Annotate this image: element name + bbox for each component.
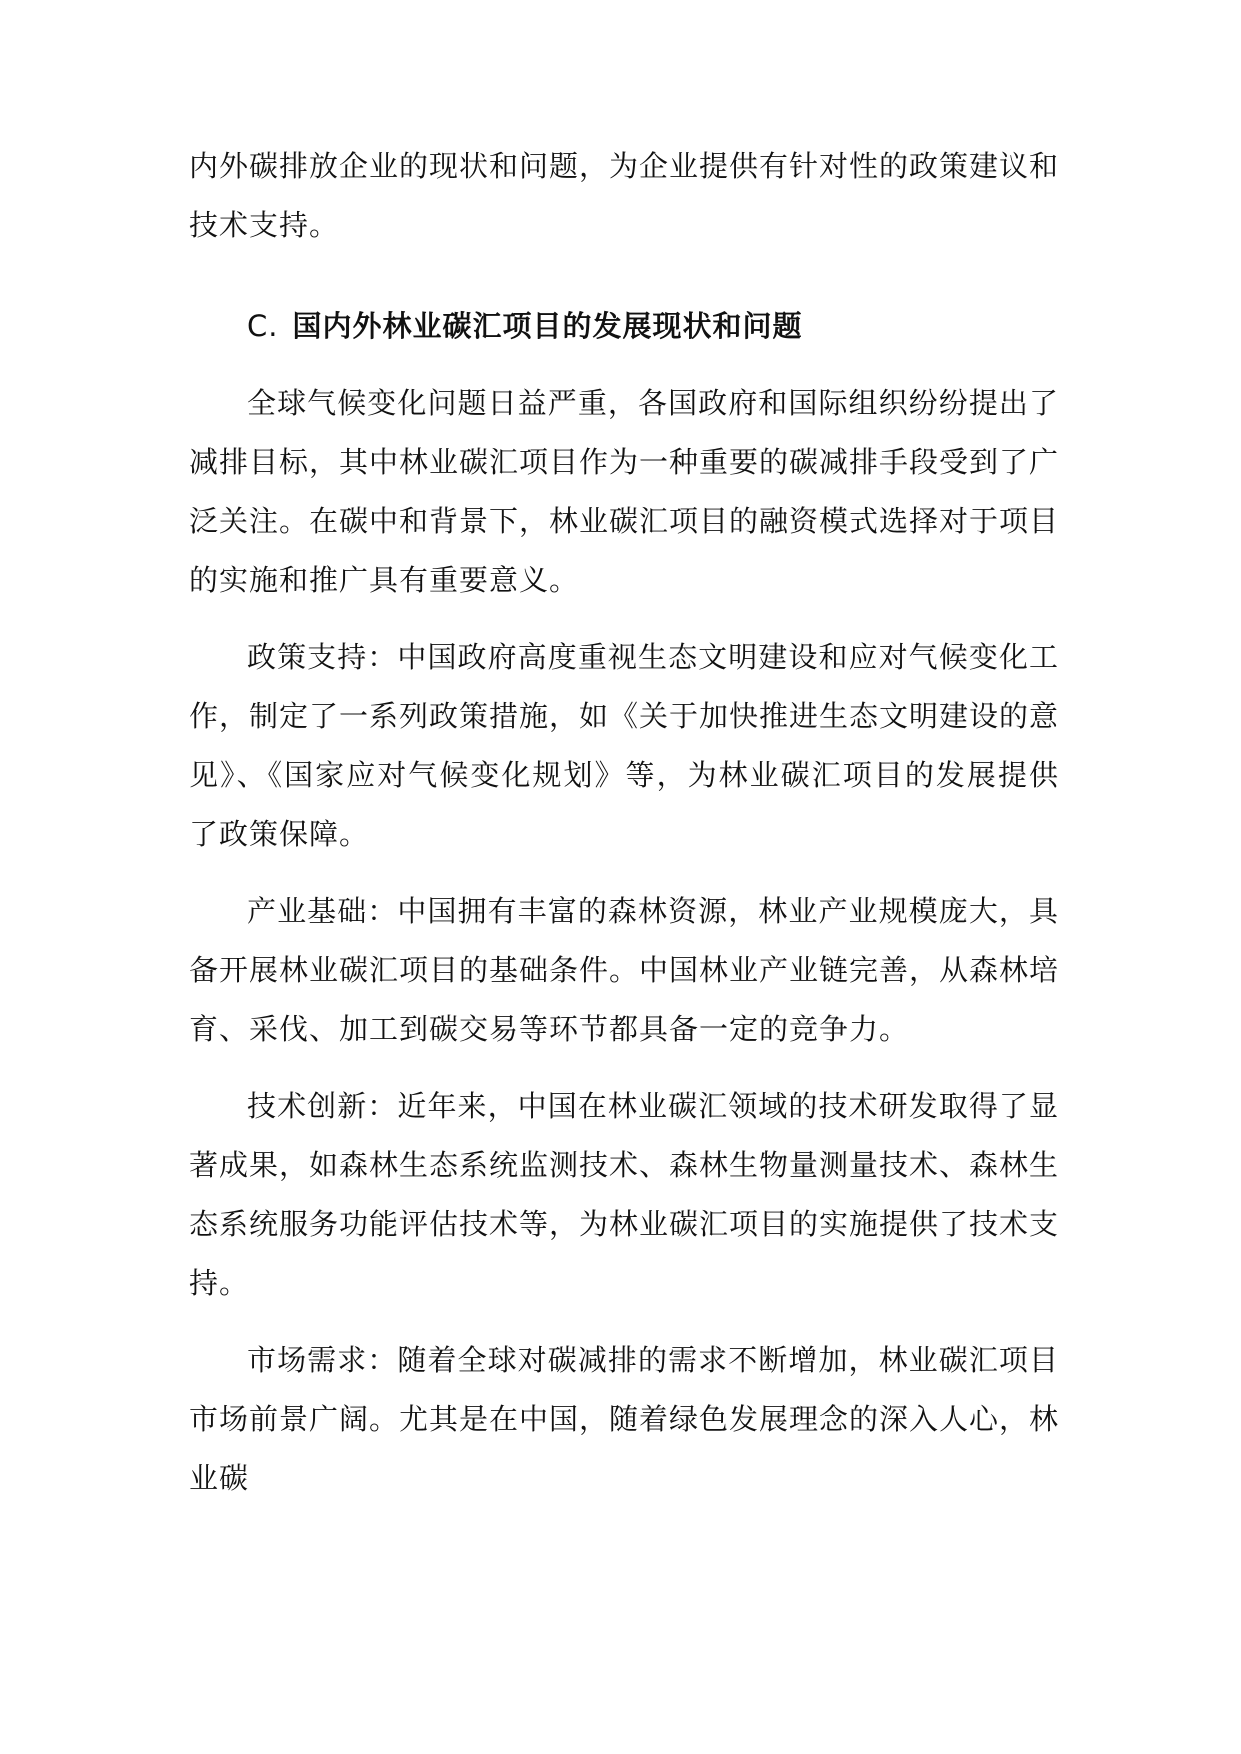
- section-heading: [189, 297, 1059, 356]
- body-paragraph: 市场需求：随着全球对碳减排的需求不断增加，林业碳汇项目市场前景广阔。尤其是在中国，随着绿色发展理念的深入人心，林业碳: [189, 1343, 1060, 1495]
- section-marker: C.: [247, 309, 279, 343]
- body-paragraph: 技术创新：近年来，中国在林业碳汇领域的技术研发取得了显著成果，如森林生态系统监测技术、森林生物量测量技术、森林生态系统服务功能评估技术等，为林业碳汇项目的实施提供了技术支持。: [189, 1089, 1060, 1300]
- body-paragraph: 政策支持：中国政府高度重视生态文明建设和应对气候变化工作，制定了一系列政策措施，如《关于加快推进生态文明建设的意见》、《国家应对气候变化规划》等，为林业碳汇项目的发展提供了政策保障。: [189, 640, 1060, 851]
- document-body: [189, 137, 1059, 1508]
- section-title: 国内外林业碳汇项目的发展现状和问题: [292, 309, 803, 343]
- continuation-paragraph: 内外碳排放企业的现状和问题，为企业提供有针对性的政策建议和技术支持。: [189, 149, 1060, 242]
- body-paragraph: 全球气候变化问题日益严重，各国政府和国际组织纷纷提出了减排目标，其中林业碳汇项目作为一种重要的碳减排手段受到了广泛关注。在碳中和背景下，林业碳汇项目的融资模式选择对于项目的实施和推广具有重要意义。: [189, 386, 1060, 597]
- body-paragraph: 产业基础：中国拥有丰富的森林资源，林业产业规模庞大，具备开展林业碳汇项目的基础条件。中国林业产业链完善，从森林培育、采伐、加工到碳交易等环节都具备一定的竞争力。: [189, 894, 1060, 1046]
